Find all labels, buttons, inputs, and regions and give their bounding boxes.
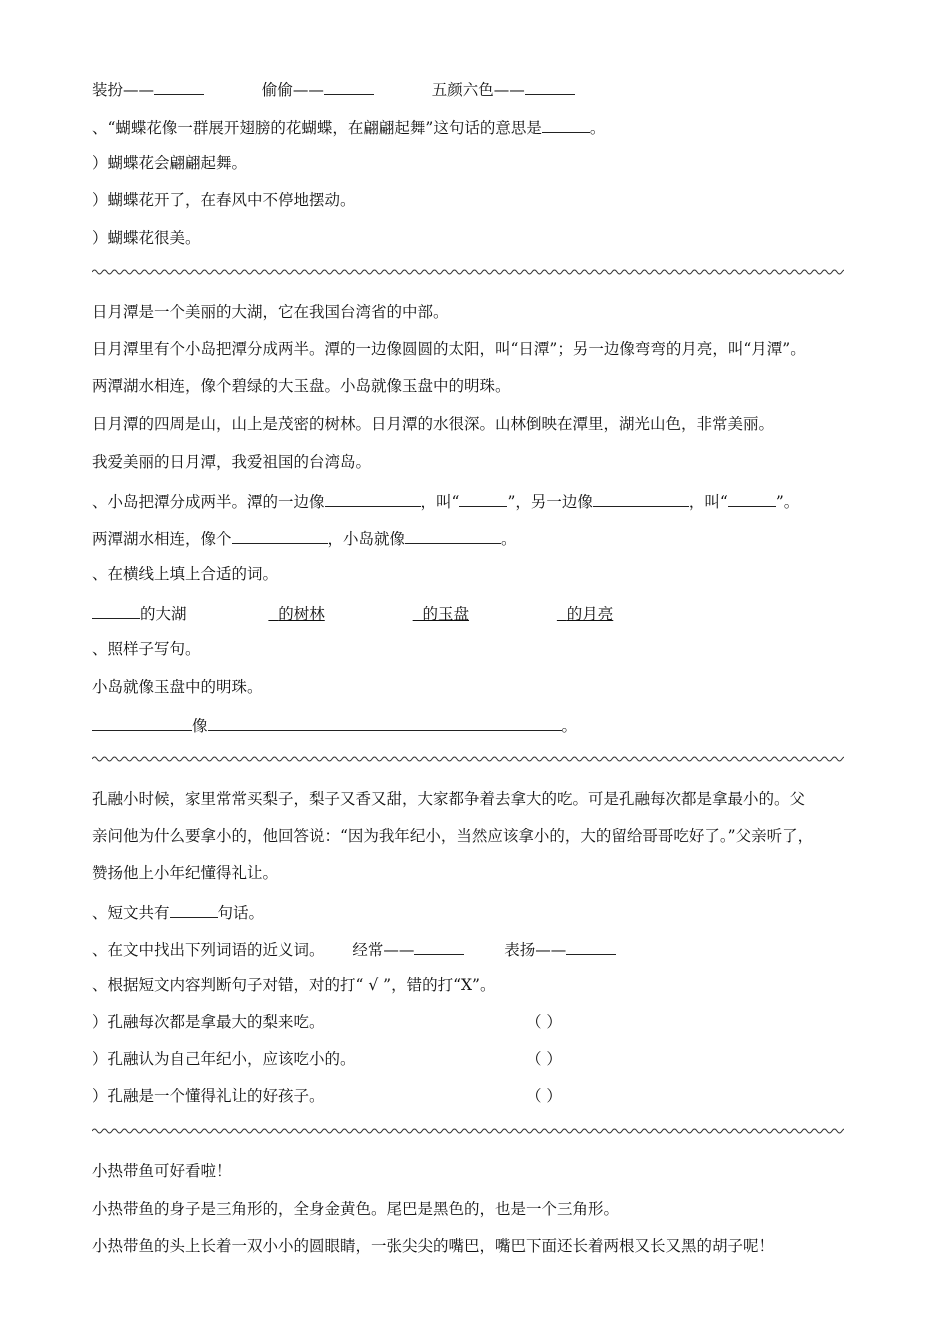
answer-blank[interactable] — [405, 527, 501, 544]
option-line: ）蝴蝶花开了，在春风中不停地摆动。 — [92, 191, 356, 209]
synonym-word: 经常—— — [352, 941, 415, 959]
answer-blank[interactable] — [728, 490, 776, 507]
judge-answer-box[interactable]: （ ） — [526, 1087, 562, 1105]
answer-blank[interactable] — [232, 527, 328, 544]
question-text: ”，另一边像 — [507, 493, 593, 511]
passage-line: 两潭湖水相连，像个碧绿的大玉盘。小岛就像玉盘中的明珠。 — [92, 377, 511, 395]
judge-item: ）孔融是一个懂得礼让的好孩子。 — [92, 1087, 325, 1105]
question-line — [92, 938, 616, 960]
passage-line: 小热带鱼的身子是三角形的，全身金黄色。尾巴是黑色的，也是一个三角形。 — [92, 1200, 620, 1218]
question-text: 句话。 — [217, 904, 265, 922]
question-text: 。 — [561, 717, 578, 735]
answer-blank[interactable] — [325, 490, 421, 507]
question-text: 两潭湖水相连，像个 — [92, 530, 232, 548]
option-line: ）蝴蝶花会翩翩起舞。 — [92, 154, 248, 172]
passage-line: 日月潭是一个美丽的大湖，它在我国台湾省的中部。 — [92, 303, 449, 321]
answer-blank[interactable] — [154, 78, 204, 95]
answer-blank[interactable] — [593, 490, 689, 507]
passage-line: 日月潭的四周是山，山上是茂密的树林。日月潭的水很深。山林倒映在潭里，湖光山色，非常美丽。 — [92, 415, 775, 433]
sentence-writing-line — [92, 714, 577, 736]
question-text: 像 — [192, 717, 208, 735]
wave-separator — [92, 268, 844, 276]
answer-blank[interactable] — [208, 714, 562, 731]
synonym-word: 表扬—— — [504, 941, 567, 959]
answer-blank[interactable] — [414, 938, 464, 955]
judge-item: ）孔融每次都是拿最大的梨来吃。 — [92, 1013, 325, 1031]
question-text: ，叫“ — [688, 493, 728, 511]
question-line — [92, 527, 517, 549]
question-line: 、照样子写句。 — [92, 640, 201, 658]
option-line: ）蝴蝶花很美。 — [92, 229, 201, 247]
synonym-word: 装扮—— — [92, 81, 155, 99]
synonym-row — [92, 78, 575, 100]
judge-item: ）孔融认为自己年纪小，应该吃小的。 — [92, 1050, 356, 1068]
answer-blank[interactable] — [92, 602, 140, 619]
fill-word-row — [92, 602, 613, 624]
answer-blank[interactable] — [92, 714, 192, 731]
question-text: ”。 — [775, 493, 800, 511]
passage-line: 我爱美丽的日月潭，我爱祖国的台湾岛。 — [92, 453, 372, 471]
question-text: 、短文共有 — [92, 904, 170, 922]
answer-blank[interactable] — [324, 78, 374, 95]
wave-separator — [92, 1127, 844, 1135]
passage-line: 孔融小时候，家里常常买梨子，梨子又香又甜，大家都争着去拿大的吃。可是孔融每次都是拿最小的。父 — [92, 790, 806, 808]
synonym-word: 偷偷—— — [261, 81, 324, 99]
fill-word-item: 的大湖 — [140, 605, 187, 623]
question-text: 、小岛把潭分成两半。潭的一边像 — [92, 493, 325, 511]
answer-blank[interactable] — [525, 78, 575, 95]
question-text: ，叫“ — [420, 493, 460, 511]
question-text: ，小岛就像 — [327, 530, 406, 548]
answer-blank[interactable] — [542, 116, 590, 133]
passage-line: 小热带鱼可好看啦！ — [92, 1162, 232, 1180]
example-sentence: 小岛就像玉盘中的明珠。 — [92, 678, 263, 696]
question-text: 、在文中找出下列词语的近义词。 — [92, 941, 325, 959]
question-line: 、在横线上填上合适的词。 — [92, 565, 279, 583]
synonym-word: 五颜六色—— — [431, 81, 525, 99]
answer-blank[interactable] — [170, 901, 218, 918]
passage-line: 赞扬他上小年纪懂得礼让。 — [92, 864, 279, 882]
passage-line: 亲问他为什么要拿小的，他回答说：“因为我年纪小，当然应该拿小的，大的留给哥哥吃好了。”父亲听了， — [92, 827, 814, 845]
answer-blank[interactable] — [566, 938, 616, 955]
question-text: 、“蝴蝶花像一群展开翅膀的花蝴蝶，在翩翩起舞”这句话的意思是 — [92, 119, 542, 137]
judge-answer-box[interactable]: （ ） — [526, 1050, 562, 1068]
question-line — [92, 901, 264, 923]
fill-word-item[interactable]: 的玉盘 — [422, 605, 470, 623]
passage-line: 小热带鱼的头上长着一双小小的圆眼睛，一张尖尖的嘴巴，嘴巴下面还长着两根又长又黑的胡子呢！ — [92, 1237, 775, 1255]
question-text: 。 — [501, 530, 517, 548]
wave-separator — [92, 755, 844, 763]
question-line: 、根据短文内容判断句子对错，对的打“ √ ”，错的打“X”。 — [92, 976, 496, 994]
answer-blank[interactable] — [459, 490, 507, 507]
question-suffix: 。 — [589, 119, 606, 137]
passage-line: 日月潭里有个小岛把潭分成两半。潭的一边像圆圆的太阳，叫“日潭”；另一边像弯弯的月亮，叫“月潭”。 — [92, 340, 806, 358]
question-line — [92, 490, 799, 512]
fill-word-item[interactable]: 的树林 — [278, 605, 325, 623]
question-line — [92, 116, 605, 138]
judge-answer-box[interactable]: （ ） — [526, 1013, 562, 1031]
fill-word-item[interactable]: 的月亮 — [566, 605, 614, 623]
